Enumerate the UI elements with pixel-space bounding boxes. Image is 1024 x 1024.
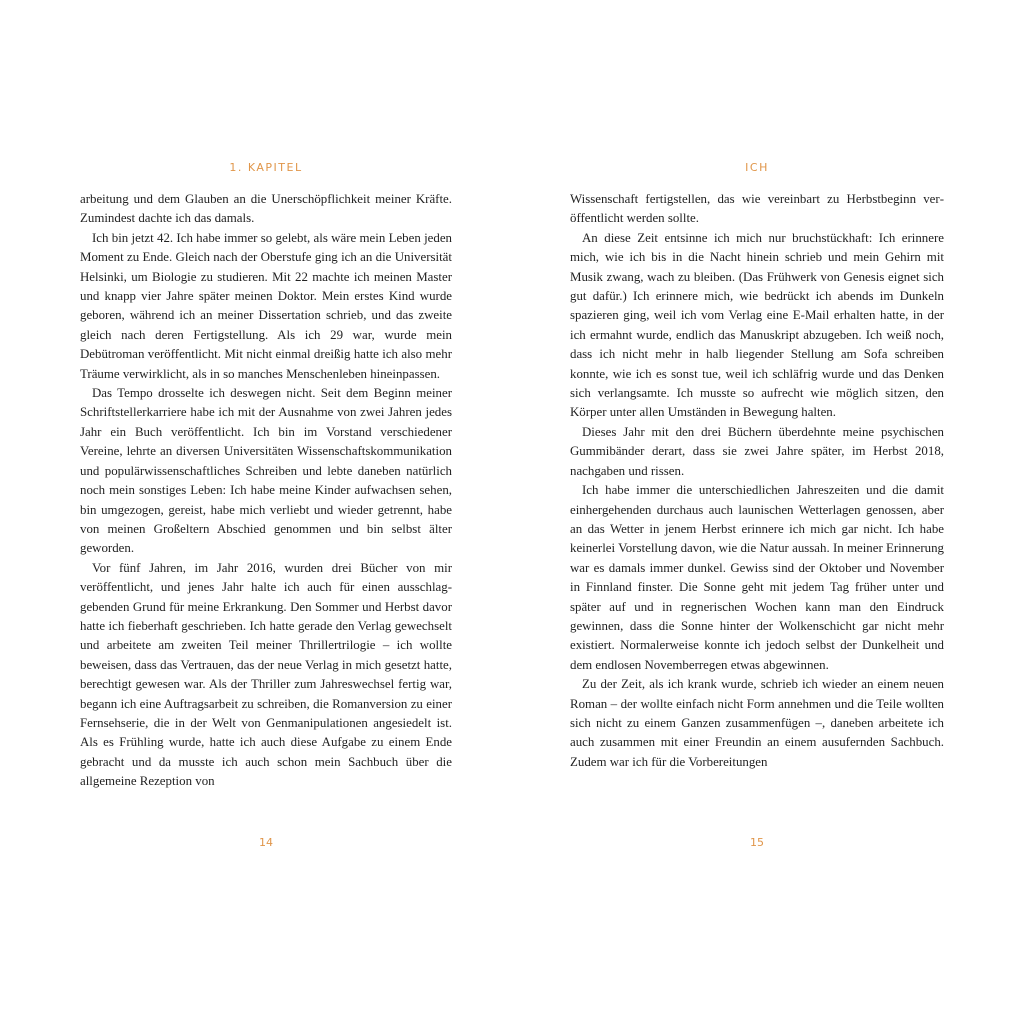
page-number-left: 14 <box>259 836 273 849</box>
left-page-body <box>80 190 452 792</box>
running-header-right: ICH <box>745 161 769 174</box>
paragraph: Vor fünf Jahren, im Jahr 2016, wurden drei Bücher von mir veröffentlicht, und jenes Jahr halte ich auch für einen ausschlaggebenden Grund für meine Erkrankung. Den Sommer und Herbst davor hatte ich fieberhaft geschrieben. Ich hatte gerade den Verlag gewechselt und arbeitete am zweiten Teil meiner Thrillertrilogie – ich wollte beweisen, dass das Vertrauen, das der neue Verlag in mich gesetzt hatte, berechtigt gewesen war. Als der Thriller zum Jahreswechsel fertig war, begann ich eine Auftragsarbeit zu schreiben, die Romanversion zu einer Fernsehserie, die in der Welt von Genmanipulationen angesiedelt ist. Als es Frühling wurde, hatte ich auch diese Aufgabe zu einem Ende gebracht und da musste ich auch schon mein Sachbuch über die allgemeine Rezeption von <box>80 560 452 789</box>
paragraph: arbeitung und dem Glauben an die Unerschöpflichkeit meiner Kräfte. Zumindest dachte ich das damals. <box>80 192 452 226</box>
paragraph: An diese Zeit entsinne ich mich nur bruchstückhaft: Ich erinnere mich, wie ich bis in die Nacht hinein schrieb und mein Gehirn mit Musik zwang, wach zu bleiben. (Das Frühwerk von Genesis eignet sich gut dafür.) Ich erinnere mich, wie bedrückt ich abends im Dunkeln spazieren ging, weil ich vom Verlag eine E-Mail erhalten hatte, in der ich ermahnt wurde, endlich das Manuskript abzugeben. Ich weiß noch, dass ich nicht mehr in halb liegender Stellung am Sofa schreiben konnte, wie ich es sonst tue, weil ich schläfrig wurde und das Denken sich verlangsamte. Ich musste so aufrecht wie möglich sitzen, den Körper unter allen Umständen in Bewegung halten. <box>570 230 944 420</box>
right-page <box>570 0 944 1024</box>
running-header-left: 1. KAPITEL <box>229 161 303 174</box>
right-page-body <box>570 190 944 772</box>
paragraph: Das Tempo drosselte ich deswegen nicht. Seit dem Beginn meiner Schriftstellerkarriere habe ich mit der Ausnahme von zwei Jahren jedes Jahr ein Buch veröffentlicht. Ich bin im Vorstand verschiedener Vereine, lehrte an diversen Universitäten Wissenschaftskommunikation und populärwissenschaftliches Schreiben und lebte daneben natürlich noch mein sonstiges Leben: Ich habe meine Kinder aufwachsen sehen, bin umgezogen, gereist, habe mich verliebt und wieder getrennt, habe von meinen Großeltern Abschied genommen und bin selbst älter geworden. <box>80 386 452 556</box>
left-page <box>80 0 452 1024</box>
paragraph: Ich habe immer die unterschiedlichen Jahreszeiten und die damit einhergehenden durchaus auch launischen Wetterlagen genossen, aber an das Wetter in jenem Herbst erinnere ich mich gar nicht. Ich habe keinerlei Vorstellung davon, wie die Natur aussah. In meiner Erinnerung war es damals immer dunkel. Gewiss sind der Oktober und November in Finnland finster. Die Sonne geht mit jedem Tag früher unter und später auf und in regnerischen Wochen kann man den Eindruck gewinnen, dass die Sonne hinter der Wolkenschicht gar nicht mehr existiert. Normalerweise konnte ich jedoch selbst der Dunkelheit und dem endlosen Novemberregen etwas abgewinnen. <box>570 483 944 672</box>
page-number-right: 15 <box>750 836 764 849</box>
paragraph: Wissenschaft fertigstellen, das wie vereinbart zu Herbstbeginn veröffentlicht werden sollte. <box>570 192 944 226</box>
paragraph: Ich bin jetzt 42. Ich habe immer so gelebt, als wäre mein Leben jeden Moment zu Ende. Gleich nach der Oberstufe ging ich an die Universität Helsinki, um Biologie zu studieren. Mit 22 machte ich meinen Master und knapp vier Jahre später meinen Doktor. Mein erstes Kind wurde geboren, während ich an meiner Dissertation schrieb, und das zweite gleich nach deren Fertigstellung. Als ich 29 war, wurde mein Debütroman veröffentlicht. Mit nicht einmal dreißig hatte ich also mehr Träume verwirklicht, als in so manches Menschenleben hineinpassen. <box>80 230 452 381</box>
paragraph: Dieses Jahr mit den drei Büchern überdehnte meine psychischen Gummibänder derart, dass sie zwei Jahre später, im Herbst 2018, nachgaben und rissen. <box>570 424 944 478</box>
paragraph: Zu der Zeit, als ich krank wurde, schrieb ich wieder an einem neuen Roman – der wollte einfach nicht Form annehmen und die Teile wollten sich nicht zu einem Ganzen zusammenfügen –, daneben arbeitete ich auch zusammen mit einer Freundin an einem ausufernden Sachbuch. Zudem war ich für die Vorbereitungen <box>570 677 944 769</box>
